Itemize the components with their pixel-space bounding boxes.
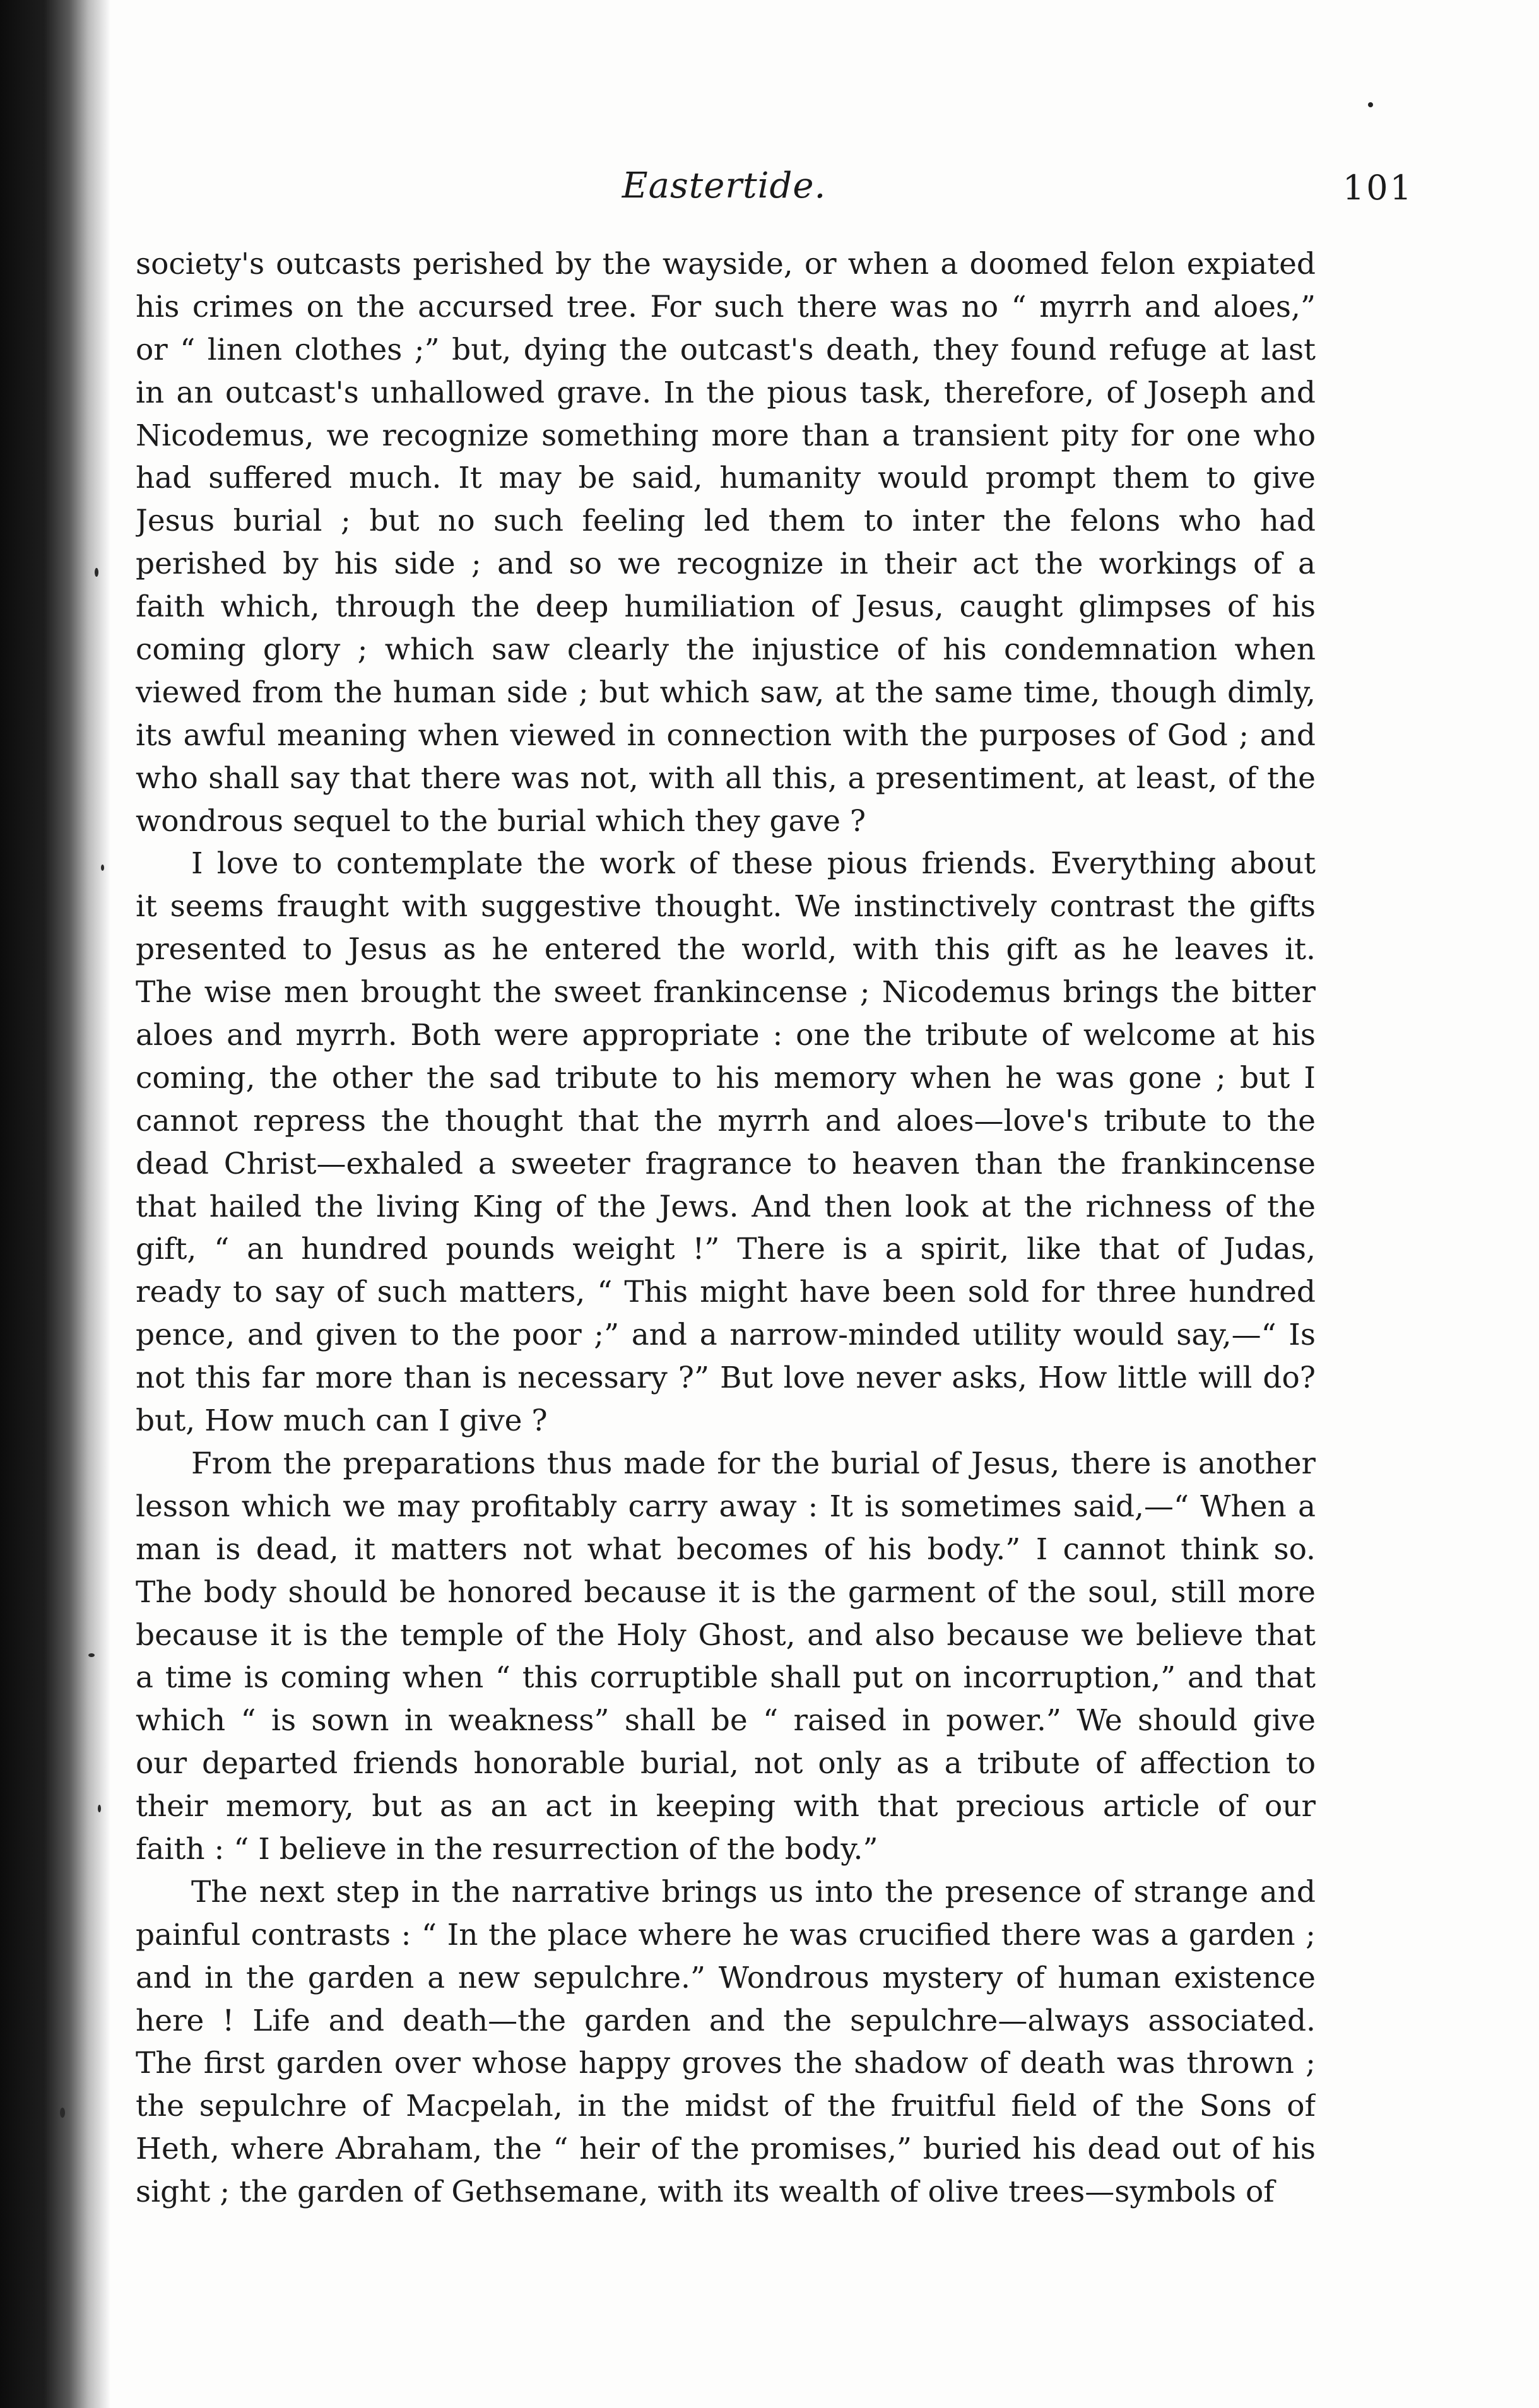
text-line: man is dead, it matters not what becomes of his body.” I cannot think so.	[136, 1532, 1316, 1567]
scan-speck	[95, 568, 98, 577]
text-line: coming, the other the sad tribute to his memory when he was gone ; but I	[136, 1060, 1316, 1095]
text-line: The next step in the narrative brings us into the presence of strange and	[191, 1874, 1316, 1909]
text-line: The body should be honored because it is the garment of the soul, still more	[136, 1574, 1316, 1610]
text-line: society's outcasts perished by the wayside, or when a doomed felon expiated	[136, 247, 1316, 281]
text-line: here ! Life and death—the garden and the sepulchre—always associated.	[136, 2003, 1316, 2038]
text-line: it seems fraught with suggestive thought. We instinctively contrast the gifts	[136, 889, 1316, 924]
text-line: cannot repress the thought that the myrrh and aloes—love's tribute to the	[136, 1103, 1316, 1138]
text-line: dead Christ—exhaled a sweeter fragrance to heaven than the frankincense	[136, 1146, 1316, 1181]
text-line: viewed from the human side ; but which saw, at the same time, though dimly,	[136, 675, 1316, 710]
text-line: I love to contemplate the work of these pious friends. Everything about	[191, 846, 1316, 882]
body-text	[136, 243, 1316, 2214]
paragraph	[136, 243, 1316, 842]
text-line: but, How much can I give ?	[136, 1403, 548, 1439]
text-line: the sepulchre of Macpelah, in the midst of the fruitful field of the Sons of	[136, 2089, 1316, 2124]
scan-speck	[88, 1653, 95, 1657]
text-line: his crimes on the accursed tree. For such there was no “ myrrh and aloes,”	[136, 289, 1316, 324]
text-line: Nicodemus, we recognize something more than a transient pity for one who	[136, 418, 1316, 453]
text-line: Jesus burial ; but no such feeling led them to inter the felons who had	[136, 504, 1316, 539]
scan-speck	[101, 865, 104, 871]
text-line: wondrous sequel to the burial which they gave ?	[136, 803, 866, 839]
text-line: its awful meaning when viewed in connection with the purposes of God ; and	[136, 717, 1316, 753]
running-title: Eastertide.	[622, 165, 827, 206]
text-line: lesson which we may profitably carry away : It is sometimes said,—“ When a	[136, 1489, 1316, 1524]
text-line: faith which, through the deep humiliation of Jesus, caught glimpses of his	[136, 589, 1316, 625]
paragraph	[136, 1871, 1316, 2214]
scan-speck	[1368, 102, 1373, 107]
paragraph	[136, 1443, 1316, 1871]
running-head	[136, 165, 1413, 222]
text-line: their memory, but as an act in keeping with that precious article of our	[136, 1789, 1316, 1824]
text-line: gift, “ an hundred pounds weight !” There is a spirit, like that of Judas,	[136, 1232, 1316, 1267]
text-line: presented to Jesus as he entered the world, with this gift as he leaves it.	[136, 932, 1316, 967]
text-line: in an outcast's unhallowed grave. In the pious task, therefore, of Joseph and	[136, 375, 1316, 410]
text-line: that hailed the living King of the Jews. And then look at the richness of the	[136, 1189, 1316, 1224]
text-line: perished by his side ; and so we recognize in their act the workings of a	[136, 546, 1316, 582]
text-line: The first garden over whose happy groves the shadow of death was thrown ;	[136, 2046, 1316, 2081]
paragraph	[136, 842, 1316, 1442]
text-line: had suffered much. It may be said, humanity would prompt them to give	[136, 461, 1316, 496]
scan-speck	[98, 1805, 101, 1812]
text-line: From the preparations thus made for the burial of Jesus, there is another	[191, 1446, 1316, 1481]
scan-speck	[60, 2108, 65, 2118]
text-line: a time is coming when “ this corruptible shall put on incorruption,” and that	[136, 1660, 1316, 1696]
text-line: pence, and given to the poor ;” and a narrow-minded utility would say,—“ Is	[136, 1318, 1316, 1353]
text-line: and in the garden a new sepulchre.” Wondrous mystery of human existence	[136, 1960, 1316, 1995]
page-number: 101	[1342, 168, 1413, 208]
text-line: our departed friends honorable burial, not only as a tribute of affection to	[136, 1746, 1316, 1781]
text-line: because it is the temple of the Holy Ghost, and also because we believe that	[136, 1617, 1316, 1653]
text-line: which “ is sown in weakness” shall be “ raised in power.” We should give	[136, 1703, 1316, 1738]
text-line: who shall say that there was not, with all this, a presentiment, at least, of the	[136, 760, 1316, 796]
text-line: aloes and myrrh. Both were appropriate : one the tribute of welcome at his	[136, 1018, 1316, 1053]
text-line: The wise men brought the sweet frankincense ; Nicodemus brings the bitter	[136, 975, 1316, 1010]
text-line: coming glory ; which saw clearly the injustice of his condemnation when	[136, 632, 1316, 668]
text-line: not this far more than is necessary ?” But love never asks, How little will do?	[136, 1360, 1316, 1396]
text-line: or “ linen clothes ;” but, dying the outcast's death, they found refuge at last	[136, 332, 1316, 367]
text-line: Heth, where Abraham, the “ heir of the promises,” buried his dead out of his	[136, 2132, 1316, 2167]
text-line: ready to say of such matters, “ This might have been sold for three hundred	[136, 1275, 1316, 1310]
text-line: sight ; the garden of Gethsemane, with its wealth of olive trees—symbols of	[136, 2175, 1275, 2210]
text-line: faith : “ I believe in the resurrection of the body.”	[136, 1831, 878, 1867]
text-line: painful contrasts : “ In the place where he was crucified there was a garden ;	[136, 1917, 1316, 1952]
binding-edge	[0, 0, 110, 2408]
